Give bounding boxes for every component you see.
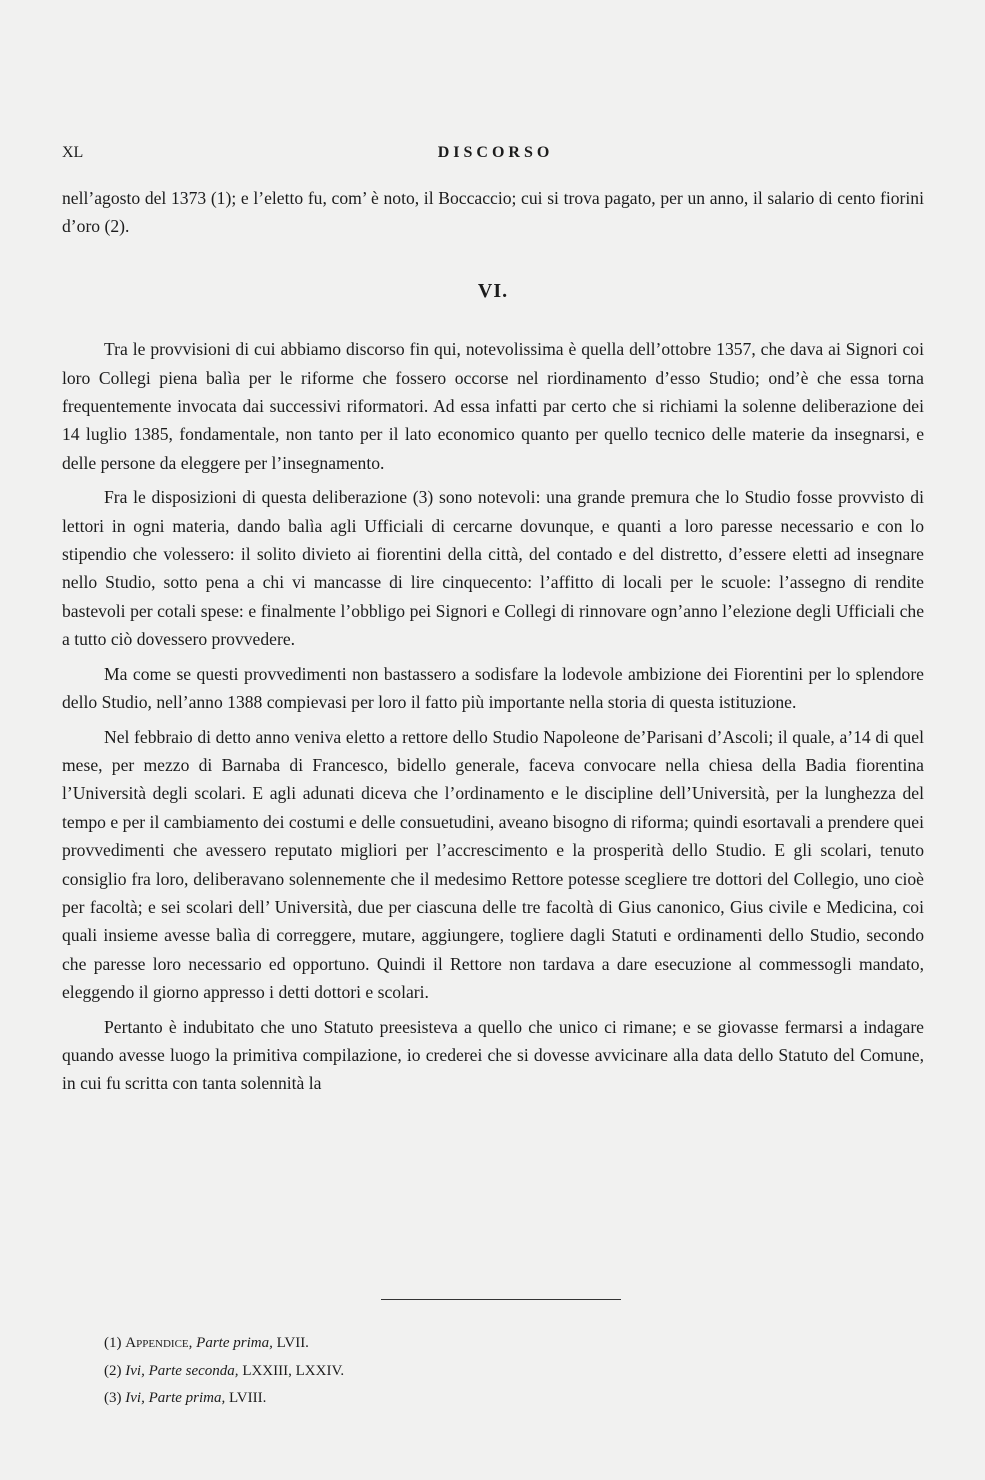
footnote-detail: Parte prima,: [148, 1390, 226, 1406]
running-head: [62, 144, 929, 168]
footnote-detail: Parte seconda,: [148, 1362, 239, 1379]
paragraph: Fra le disposizioni di questa deliberazione (3) sono notevoli: una grande premura che lo Studio fosse provvisto di lettori in ogni materia, dando balìa agli Ufficiali di cercarne dovunque, e quanti a loro paresse necessario e con lo stipendio che volessero: il solito divieto ai fiorentini della città, del contado e del distretto, d’essere eletti ad insegnare nello Studio, sotto pena a chi vi mancasse di lire cinquecento: l’affitto di locali per le scuole: l’assegno di rendite bastevoli per cotali spese: e finalmente l’obbligo pei Signori e Collegi di rinnovare ogn’anno l’elezione degli Ufficiali che a tutto ciò dovessero provvedere.: [62, 487, 924, 650]
footnotes: [104, 1330, 344, 1413]
body-text: [62, 184, 924, 1098]
footnote-ref: LVIII.: [229, 1390, 267, 1406]
footnote: [104, 1330, 344, 1358]
footnote-detail: Parte prima,: [196, 1335, 273, 1351]
footnote-marker: (1): [104, 1335, 122, 1351]
footnote-source: Appendice,: [125, 1335, 193, 1351]
footnote-source: Ivi,: [125, 1362, 145, 1379]
footnote-marker: (2): [104, 1362, 122, 1379]
running-title: DISCORSO: [437, 144, 554, 161]
paragraph-continuation: nell’agosto del 1373 (1); e l’eletto fu, com’ è noto, il Boccaccio; cui si trova pagato, per un anno, il salario di cento fiorini d’oro (2).: [62, 188, 924, 237]
footnote: [104, 1358, 344, 1386]
footnote-marker: (3): [104, 1390, 122, 1406]
paragraph: Ma come se questi provvedimenti non bastassero a sodisfare la lodevole ambizione dei Fiorentini per lo splendore dello Studio, nell’anno 1388 compievasi per loro il fatto più importante nella storia di questa istituzione.: [62, 663, 924, 713]
paragraph: Pertanto è indubitato che uno Statuto preesisteva a quello che unico ci rimane; e se giovasse fermarsi a indagare quando avesse luogo la primitiva compilazione, io crederei che si dovesse avvicinare alla data dello Statuto del Comune, in cui fu scritta con tanta solennità la: [62, 1016, 924, 1094]
paragraph: Nel febbraio di detto anno veniva eletto a rettore dello Studio Napoleone de’Parisani d’Ascoli; il quale, a’14 di quel mese, per mezzo di Barnaba di Francesco, bidello generale, faceva convocare nella chiesa della Badia fiorentina l’Università degli scolari. E agli adunati diceva che l’ordinamento e le discipline dell’Università, per la lunghezza del tempo e per il cambiamento dei costumi e delle consuetudini, aveano bisogno di riforma; quindi esortavali a prendere quei provvedimenti che avessero reputato migliori per l’accrescimento e la prosperità dello Studio. E gli scolari, tenuto consiglio fra loro, deliberavano solennemente che il medesimo Rettore potesse scegliere tre dottori del Collegio, uno cioè per facoltà; e sei scolari dell’ Università, due per ciascuna delle tre facoltà di Gius canonico, Gius civile e Medicina, coi quali insieme avesse balìa di correggere, mutare, aggiungere, togliere dagli Statuti e ordinamenti dello Studio, secondo che paresse loro necessario ed opportuno. Quindi il Rettore non tardava a dare esecuzione al commessogli mandato, eleggendo il giorno appresso i detti dottori e scolari.: [62, 726, 924, 1003]
page-number: XL: [62, 144, 84, 161]
section-heading: VI.: [477, 279, 509, 302]
footnote-ref: LXXIII, LXXIV.: [242, 1362, 345, 1379]
paragraph: Tra le provvisioni di cui abbiamo discorso fin qui, notevolissima è quella dell’ottobre 1357, che dava ai Signori coi loro Collegi piena balìa per le riforme che fossero occorse nel riordinamento d’esso Studio; ond’è che essa torna frequentemente invocata dai successivi riformatori. Ad essa infatti par certo che si richiami la solenne deliberazione dei 14 luglio 1385, fondamentale, non tanto per il lato economico quanto per quello tecnico delle materie da insegnarsi, e delle persone da eleggere per l’insegnamento.: [62, 339, 924, 473]
footnote-source: Ivi,: [125, 1390, 145, 1406]
footnote-ref: LVII.: [276, 1335, 309, 1351]
footnote: [104, 1385, 344, 1413]
footnote-divider: [381, 1299, 621, 1300]
